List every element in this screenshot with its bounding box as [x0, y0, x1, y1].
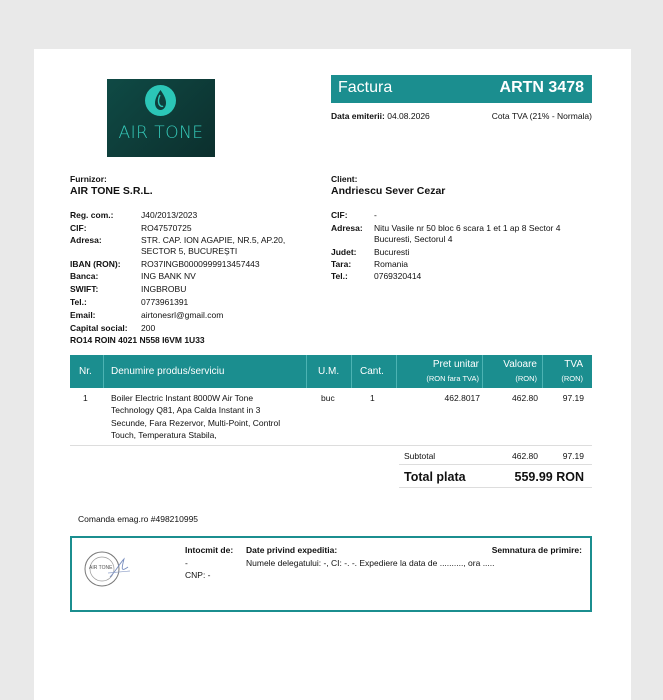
supplier-tel-value: 0773961391 — [141, 297, 189, 307]
header-separator — [103, 355, 104, 388]
document-type: Factura — [338, 79, 393, 96]
row-name-line2: Technology Q81, Apa Calda Instant in 3 — [111, 405, 261, 415]
supplier-extra-code: RO14 ROIN 4021 N558 I6VM 1U33 — [70, 335, 205, 345]
supplier-iban-label: IBAN (RON): — [70, 259, 121, 269]
header-separator — [306, 355, 307, 388]
cnp-label: CNP: - — [185, 570, 211, 580]
supplier-swift-label: SWIFT: — [70, 284, 99, 294]
client-tel-value: 0769320414 — [374, 271, 422, 281]
col-vat-subheader: (RON) — [561, 374, 583, 383]
total-label: Total plata — [404, 470, 466, 484]
subtotal-label: Subtotal — [404, 451, 436, 461]
client-heading: Client: — [331, 174, 358, 184]
row-name-line1: Boiler Electric Instant 8000W Air Tone — [111, 393, 254, 403]
supplier-reg-label: Reg. com.: — [70, 210, 114, 220]
shipping-label: Date privind expeditia: — [246, 545, 338, 555]
subtotal-value: 462.80 — [512, 451, 538, 461]
client-address-line1: Nitu Vasile nr 50 bloc 6 scara 1 et 1 ap 8 Sector 4 — [374, 223, 561, 233]
row-divider — [70, 445, 592, 446]
invoice-number: ARTN 3478 — [499, 79, 584, 96]
order-note: Comanda emag.ro #498210995 — [78, 514, 199, 524]
vat-rate: Cota TVA (21% - Normala) — [491, 111, 592, 121]
logo-text: AIR TONE — [118, 123, 204, 143]
invoice-title-bar — [331, 75, 592, 103]
company-stamp — [80, 549, 134, 589]
supplier-tel-label: Tel.: — [70, 297, 87, 307]
header-separator — [351, 355, 352, 388]
col-um-header: U.M. — [318, 366, 340, 377]
row-um: buc — [321, 393, 335, 403]
supplier-bank-value: ING BANK NV — [141, 271, 196, 281]
col-name-header: Denumire produs/serviciu — [111, 366, 225, 377]
col-value-header: Valoare — [503, 359, 537, 370]
client-address-label: Adresa: — [331, 223, 363, 233]
supplier-reg-value: J40/2013/2023 — [141, 210, 198, 220]
row-value: 462.80 — [512, 393, 538, 403]
stamp-text: AIR TONE — [89, 565, 113, 571]
supplier-iban-value: RO37INGB0000999913457443 — [141, 259, 260, 269]
subtotal-divider — [399, 464, 592, 465]
invoice-page — [34, 49, 631, 700]
logo-drop-icon — [145, 85, 176, 116]
supplier-heading: Furnizor: — [70, 174, 107, 184]
supplier-address-label: Adresa: — [70, 235, 102, 245]
client-country-label: Tara: — [331, 259, 352, 269]
items-table-header — [70, 355, 592, 388]
signature-label: Semnatura de primire: — [491, 545, 582, 555]
issue-date: Data emiterii: 04.08.2026 — [331, 111, 430, 121]
supplier-cif-value: RO47570725 — [141, 223, 192, 233]
footer-box — [70, 536, 592, 612]
supplier-address-line2: SECTOR 5, BUCUREȘTI — [141, 246, 238, 256]
client-county-label: Judet: — [331, 247, 357, 257]
supplier-email-value: airtonesrl@gmail.com — [141, 310, 224, 320]
row-name-line3: Secunde, Fara Rezervor, Multi-Point, Control — [111, 418, 281, 428]
col-qty-header: Cant. — [360, 366, 384, 377]
client-cif-label: CIF: — [331, 210, 348, 220]
client-county-value: Bucuresti — [374, 247, 410, 257]
total-value: 559.99 RON — [514, 470, 584, 484]
supplier-email-label: Email: — [70, 310, 96, 320]
row-price: 462.8017 — [444, 393, 480, 403]
client-country-value: Romania — [374, 259, 409, 269]
header-separator — [542, 355, 543, 388]
client-cif-value: - — [374, 210, 377, 220]
col-price-subheader: (RON fara TVA) — [426, 374, 479, 383]
supplier-bank-label: Banca: — [70, 271, 99, 281]
col-vat-header: TVA — [564, 359, 583, 370]
supplier-cif-label: CIF: — [70, 223, 87, 233]
supplier-swift-value: INGBROBU — [141, 284, 187, 294]
row-name-line4: Touch, Temperatura Stabila, — [111, 430, 217, 440]
row-vat: 97.19 — [562, 393, 584, 403]
client-name: Andriescu Sever Cezar — [331, 185, 446, 197]
row-qty: 1 — [370, 393, 375, 403]
shipping-details: Numele delegatului: -, CI: -. -. Expediere la data de .........., ora ..... — [246, 558, 495, 568]
issued-by-label: Intocmit de: — [185, 545, 234, 555]
subtotal-vat: 97.19 — [562, 451, 584, 461]
issued-by-value: - — [185, 558, 188, 568]
row-nr: 1 — [83, 393, 88, 403]
company-logo — [107, 79, 215, 157]
supplier-capital-label: Capital social: — [70, 323, 128, 333]
client-address-line2: Bucuresti, Sectorul 4 — [374, 234, 453, 244]
supplier-name: AIR TONE S.R.L. — [70, 185, 153, 197]
total-divider — [399, 487, 592, 488]
col-price-header: Pret unitar — [432, 359, 479, 370]
header-separator — [482, 355, 483, 388]
col-nr-header: Nr. — [79, 366, 92, 377]
header-separator — [396, 355, 397, 388]
supplier-capital-value: 200 — [141, 323, 156, 333]
col-value-subheader: (RON) — [515, 374, 537, 383]
supplier-address-line1: STR. CAP. ION AGAPIE, NR.5, AP.20, — [141, 235, 286, 245]
client-tel-label: Tel.: — [331, 271, 348, 281]
